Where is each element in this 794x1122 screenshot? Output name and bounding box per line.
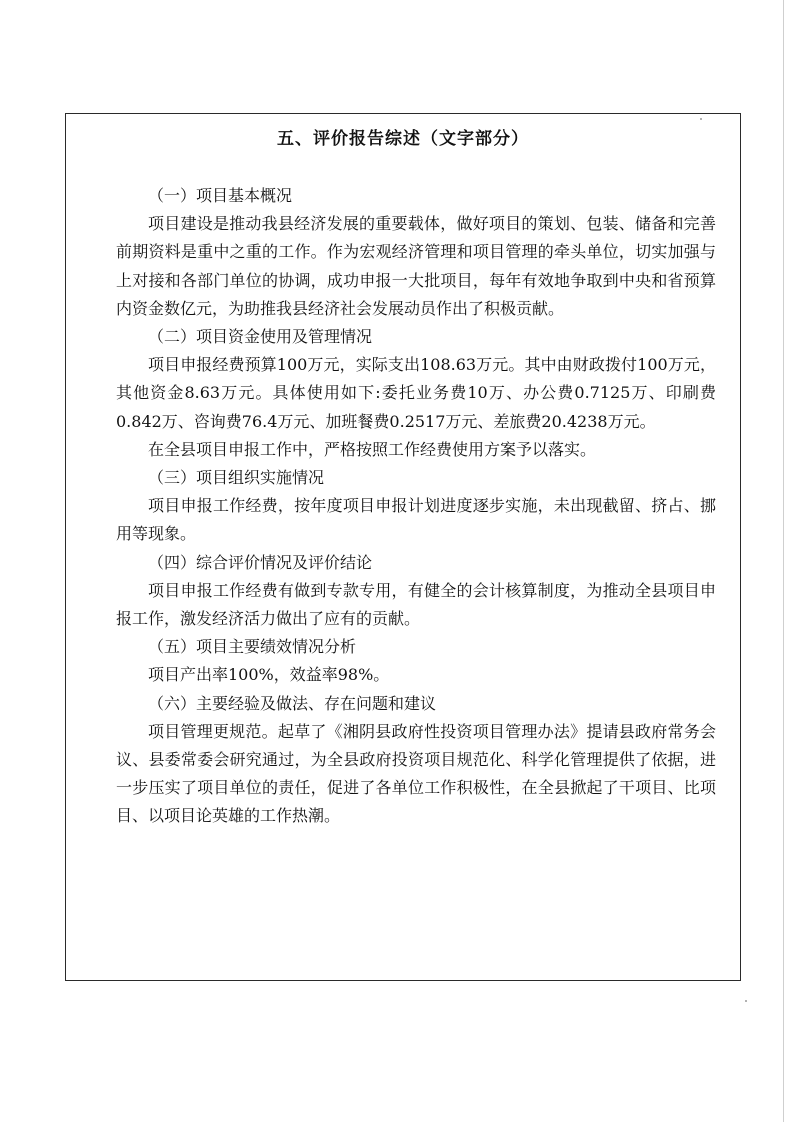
section-heading-experience: （六）主要经验及做法、存在问题和建议 [148, 693, 437, 713]
funds-implementation-paragraph: 在全县项目申报工作中，严格按照工作经费使用方案予以落实。 [148, 439, 597, 459]
report-body [116, 182, 716, 831]
evaluation-paragraph: 项目申报工作经费有做到专款专用，有健全的会计核算制度，为推动全县项目申报工作，激发经济活力做出了应有的贡献。 [116, 580, 716, 629]
overview-paragraph: 项目建设是推动我县经济发展的重要载体，做好项目的策划、包装、储备和完善前期资料是重中之重的工作。作为宏观经济管理和项目管理的牵头单位，切实加强与上对接和各部门单位的协调，成功申报一大批项目，每年有效地争取到中央和省预算内资金数亿元，为助推我县经济社会发展动员作出了积极贡献。 [116, 214, 716, 318]
organization-paragraph: 项目申报工作经费，按年度项目申报计划进度逐步实施，未出现截留、挤占、挪用等现象。 [116, 496, 716, 544]
report-summary-box [65, 113, 741, 981]
performance-paragraph: 项目产出率100%，效益率98%。 [148, 665, 390, 685]
section-heading-evaluation: （四）综合评价情况及评价结论 [148, 552, 373, 572]
section-heading-organization: （三）项目组织实施情况 [148, 468, 325, 488]
funds-paragraph: 项目申报经费预算100万元，实际支出108.63万元。其中由财政拨付100万元，其他资金8.63万元。具体使用如下:委托业务费10万、办公费0.7125万、印刷费0.842万、咨询费76.4万元、加班餐费0.2517万元、差旅费20.4238万元。 [116, 355, 716, 431]
experience-paragraph: 项目管理更规范。起草了《湘阴县政府性投资项目管理办法》提请县政府常务会议、县委常委会研究通过，为全县政府投资项目规范化、科学化管理提供了依据，进一步压实了项目单位的责任，促进了各单位工作积极性，在全县掀起了干项目、比项目、以项目论英雄的工作热潮。 [116, 721, 716, 826]
scan-speck [745, 1000, 747, 1002]
section-heading-performance: （五）项目主要绩效情况分析 [148, 637, 357, 657]
scan-edge-line [783, 0, 784, 1122]
section-title: 五、评价报告综述（文字部分） [277, 129, 529, 149]
section-heading-funds: （二）项目资金使用及管理情况 [148, 327, 373, 347]
section-heading-overview: （一）项目基本概况 [148, 186, 293, 205]
